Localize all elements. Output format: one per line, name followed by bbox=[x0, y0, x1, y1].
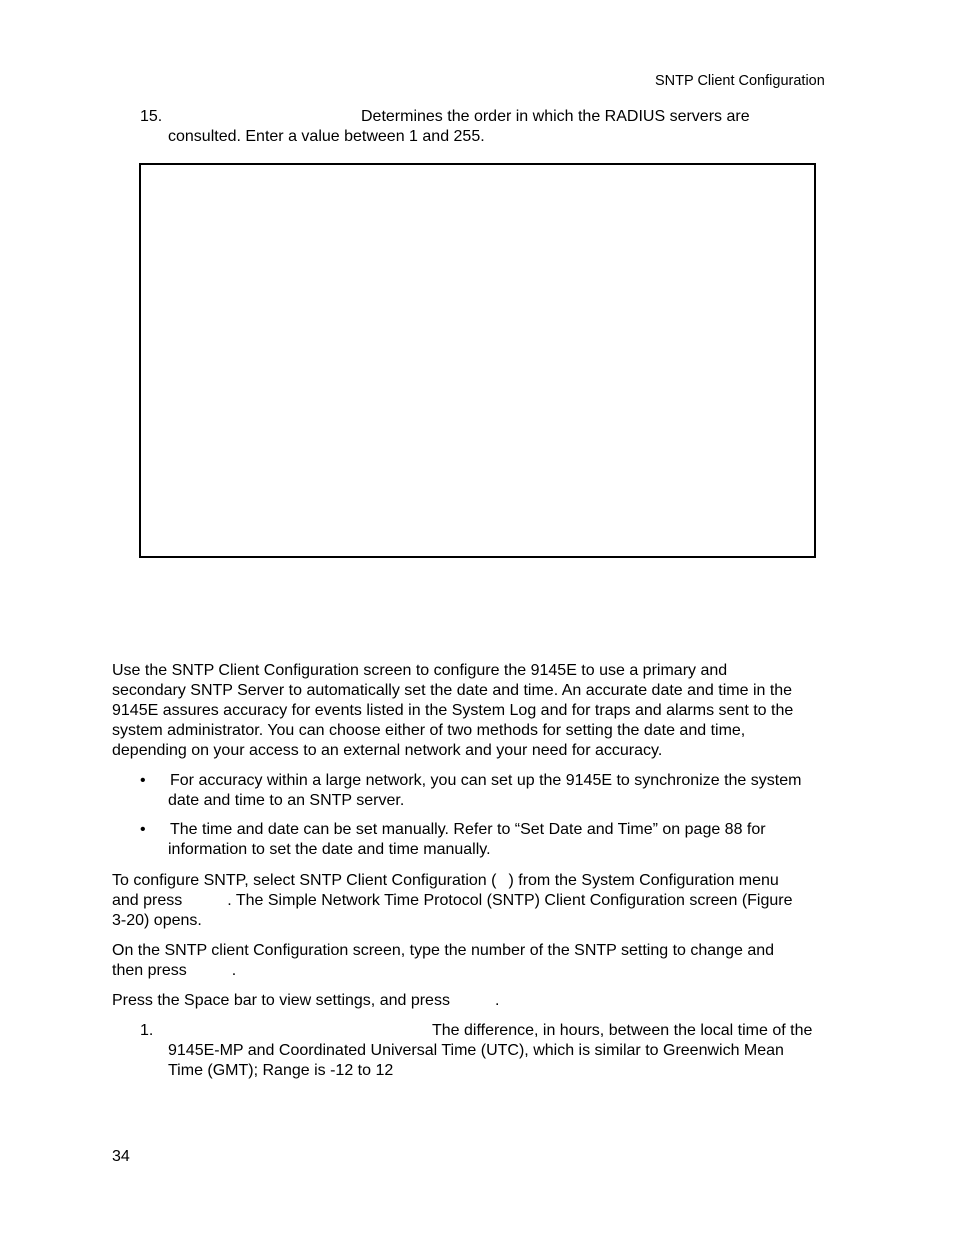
step-text-line: Time (GMT); Range is -12 to 12 bbox=[168, 1062, 394, 1079]
text-segment: . bbox=[494, 992, 500, 1009]
bullet-line: For accuracy within a large network, you can set up the 9145E to synchronize the system bbox=[170, 772, 802, 789]
bullet-mark: • bbox=[140, 821, 146, 838]
intro-paragraph bbox=[112, 661, 842, 761]
step-text-line: Determines the order in which the RADIUS servers are bbox=[361, 108, 750, 125]
bullet-line: information to set the date and time manually. bbox=[168, 841, 491, 858]
paragraph-line: 9145E assures accuracy for events listed in the System Log and for traps and alarms sent to the bbox=[112, 702, 794, 719]
paragraph-line bbox=[112, 891, 842, 911]
paragraph-line: secondary SNTP Server to automatically set the date and time. An accurate date and time in the bbox=[112, 682, 793, 699]
text-segment: then press bbox=[112, 962, 187, 979]
text-segment: To configure SNTP, select SNTP Client Configuration ( bbox=[112, 872, 497, 889]
bullet-line: The time and date can be set manually. Refer to “Set Date and Time” on page 88 for bbox=[170, 821, 766, 838]
step-text-line: consulted. Enter a value between 1 and 255. bbox=[168, 128, 485, 145]
bullet-text bbox=[168, 820, 848, 860]
paragraph-line: depending on your access to an external network and your need for accuracy. bbox=[112, 742, 663, 759]
paragraph-line: system administrator. You can choose either of two methods for setting the date and time, bbox=[112, 722, 746, 739]
paragraph-line bbox=[112, 961, 842, 981]
running-header: SNTP Client Configuration bbox=[655, 73, 825, 89]
text-segment: ) from the System Configuration menu bbox=[508, 872, 779, 889]
onscreen-paragraph bbox=[112, 941, 842, 981]
paragraph-line: 3-20) opens. bbox=[112, 912, 202, 929]
configure-paragraph bbox=[112, 871, 842, 931]
text-segment: . The Simple Network Time Protocol (SNTP) Client Configuration screen (Figure bbox=[227, 892, 793, 909]
bullet-item bbox=[0, 820, 954, 862]
screen-capture-frame bbox=[139, 163, 816, 558]
step-number: 1. bbox=[140, 1022, 154, 1039]
text-segment: and press bbox=[112, 892, 183, 909]
text-segment: . bbox=[231, 962, 237, 979]
paragraph-line: Use the SNTP Client Configuration screen to configure the 9145E to use a primary and bbox=[112, 662, 728, 679]
page-number: 34 bbox=[112, 1148, 130, 1165]
bullet-text bbox=[168, 771, 848, 811]
step-text-line: The difference, in hours, between the local time of the bbox=[432, 1022, 813, 1039]
bullet-line: date and time to an SNTP server. bbox=[168, 792, 405, 809]
step-1 bbox=[140, 1021, 840, 1083]
space-bar-paragraph bbox=[112, 991, 842, 1011]
bullet-item bbox=[0, 771, 954, 813]
text-segment: Press the Space bar to view settings, and press bbox=[112, 992, 450, 1009]
paragraph-line: On the SNTP client Configuration screen, type the number of the SNTP setting to change and bbox=[112, 942, 775, 959]
step-number: 15. bbox=[140, 108, 163, 125]
bullet-mark: • bbox=[140, 772, 146, 789]
paragraph-line bbox=[112, 871, 842, 891]
step-text-line: 9145E-MP and Coordinated Universal Time (UTC), which is similar to Greenwich Mean bbox=[168, 1042, 784, 1059]
paragraph-line bbox=[112, 991, 842, 1011]
